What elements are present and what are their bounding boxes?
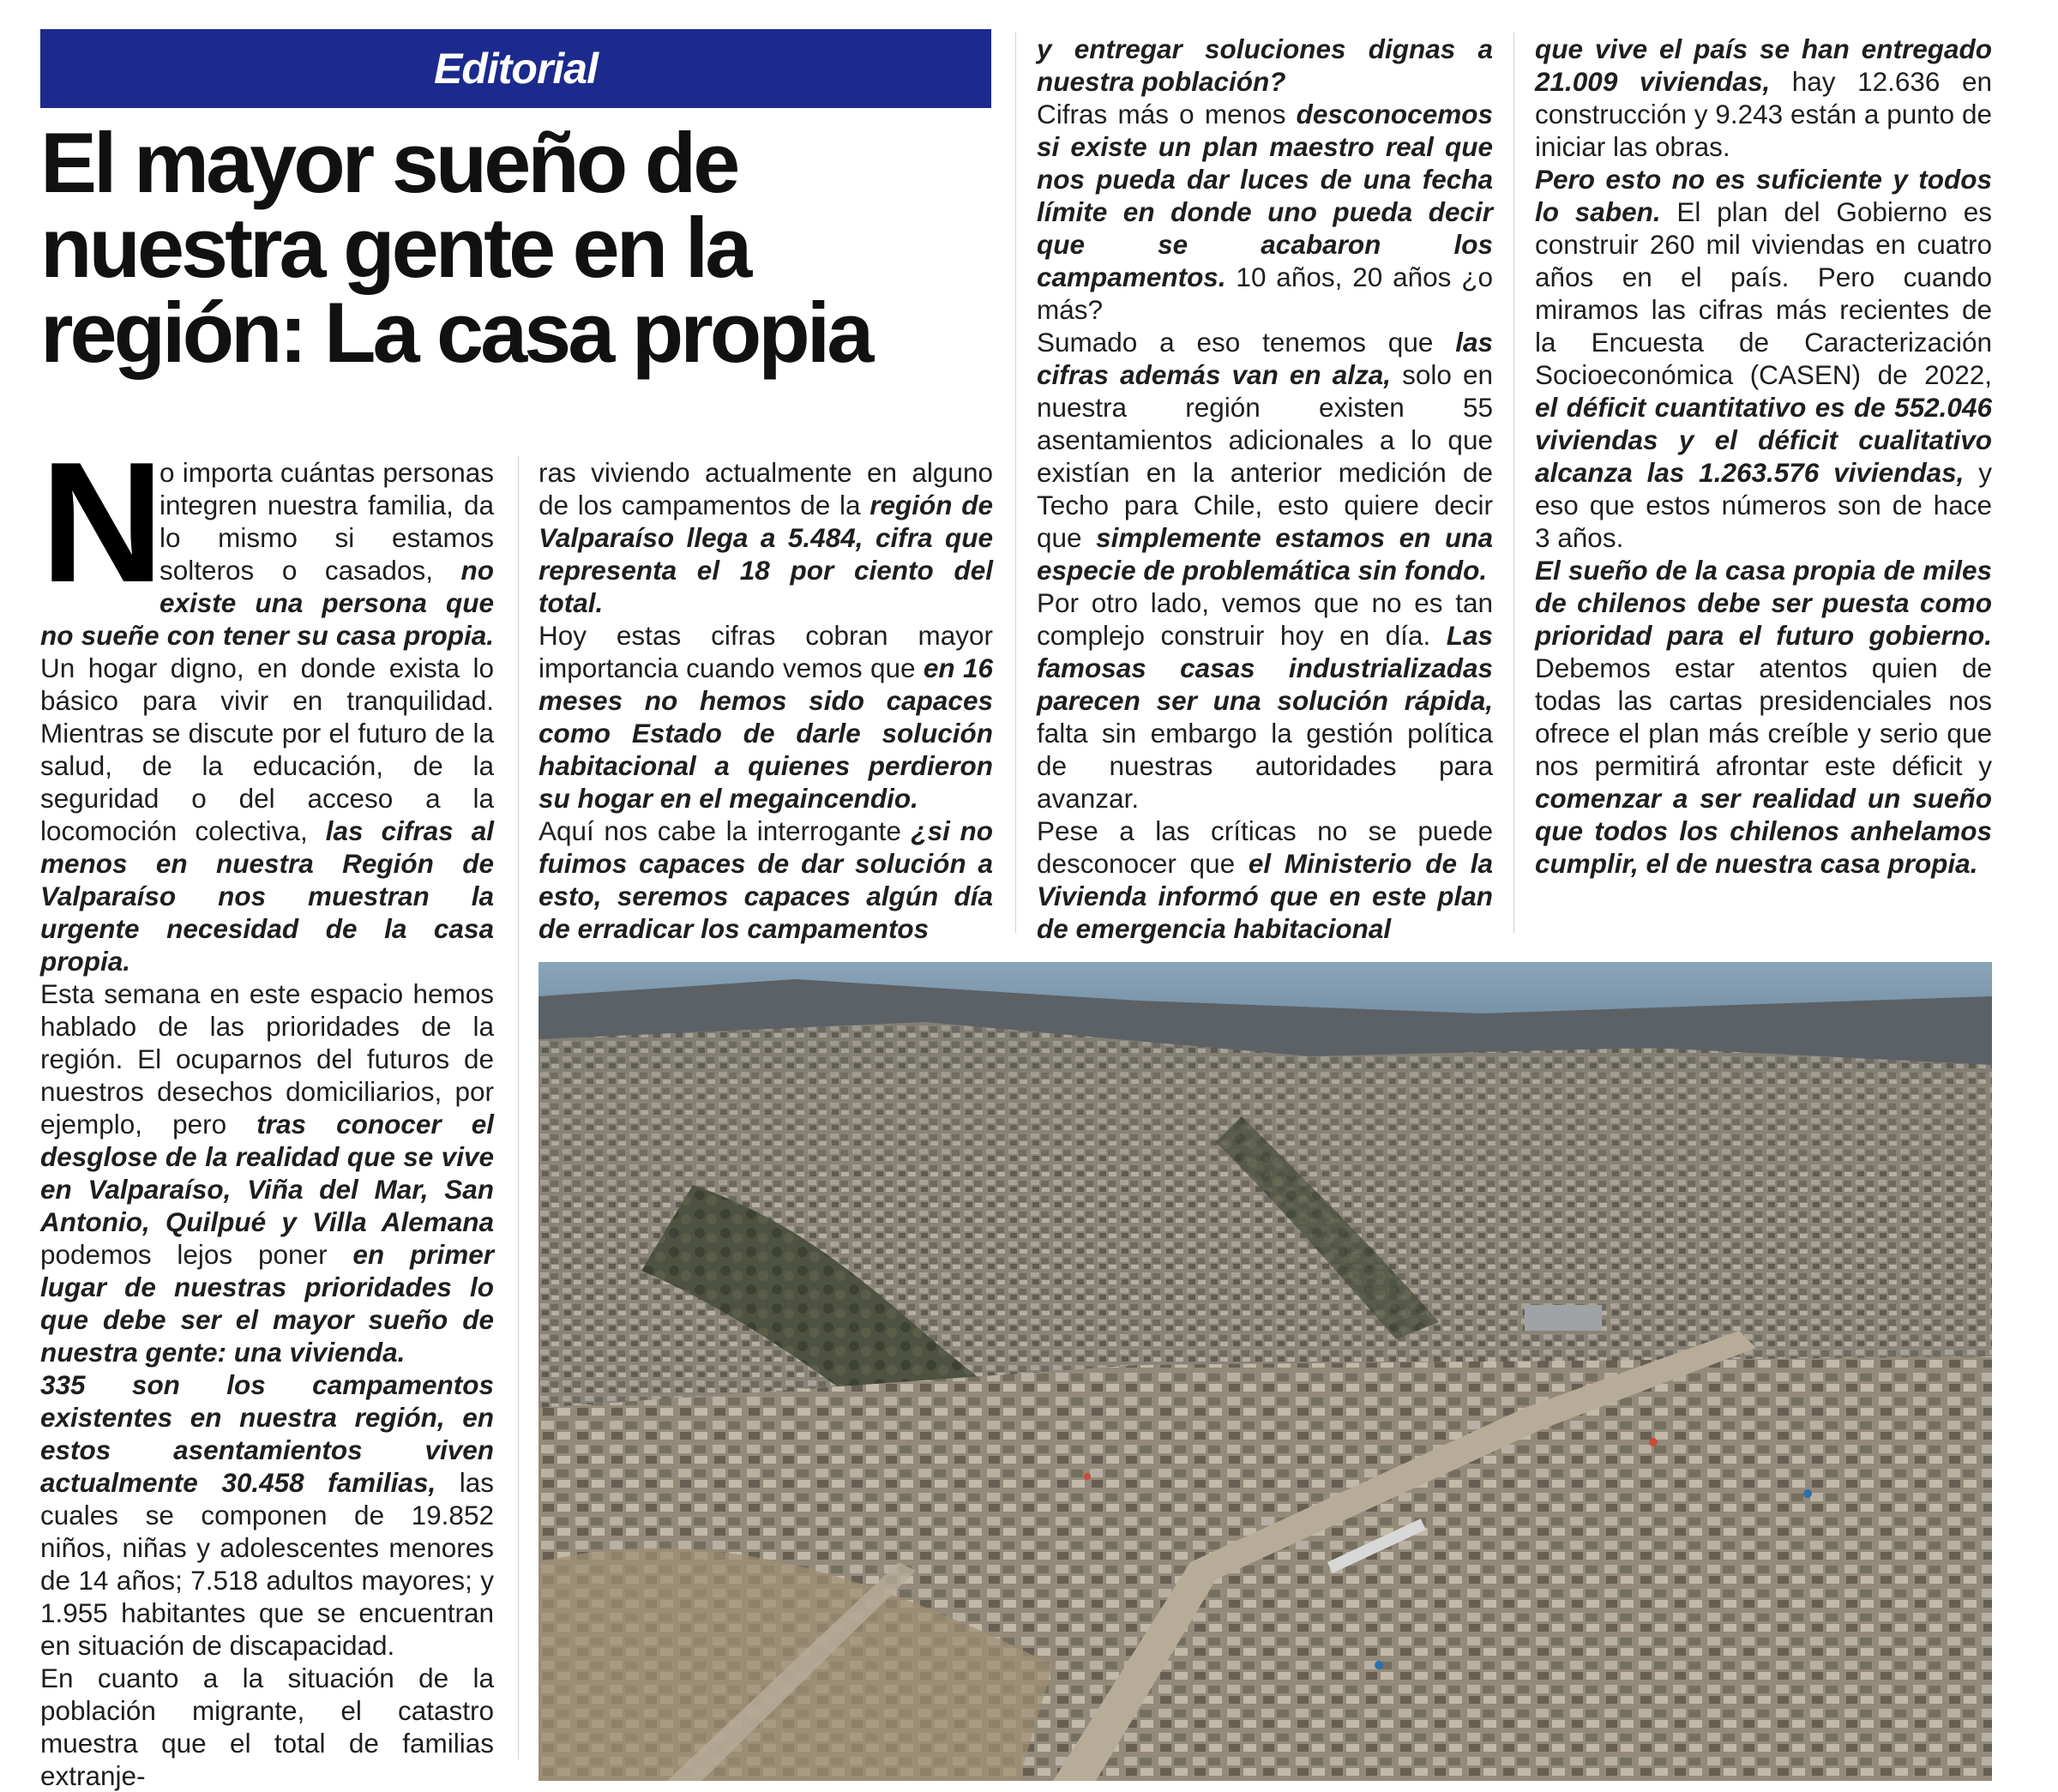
text-run: Pese a las críticas no se puede desconocer que — [1037, 815, 1493, 879]
headline: El mayor sueño de nuestra gente en la región: La casa propia — [40, 115, 871, 380]
article-paragraph — [40, 1368, 494, 1662]
bold-text-run: El sueño de la casa propia de miles de chilenos debe ser puesta como prioridad para el futuro gobierno. — [1535, 555, 1992, 651]
text-run: podemos lejos poner — [40, 1239, 353, 1270]
article-paragraph — [40, 1662, 494, 1792]
text-run: Hoy estas cifras cobran mayor importancia cuando vemos que — [539, 620, 993, 683]
bold-text-run: que vive el país se han entregado 21.009 viviendas, — [1535, 33, 1992, 97]
text-run: Por otro lado, vemos que no es tan complejo construir hoy en día. — [1037, 587, 1493, 651]
article-paragraph — [1535, 33, 1992, 163]
bold-text-run: en primer lugar de nuestras prioridades lo que debe ser el mayor sueño de nuestra gente: una vivienda. — [40, 1239, 494, 1368]
bold-text-run: ¿si no fuimos capaces de dar solución a esto, seremos capaces algún día de erradicar los campamentos — [539, 815, 993, 944]
article-paragraph — [539, 619, 993, 815]
bold-text-run: y entregar soluciones dignas a nuestra población? — [1037, 33, 1493, 97]
bold-text-run: no existe una persona que no sueñe con tener su casa propia. — [40, 555, 494, 651]
text-run: 10 años, 20 años ¿o más? — [1037, 262, 1493, 325]
column-divider — [1015, 33, 1016, 933]
article-column-1 — [40, 427, 495, 1792]
text-run: En cuanto a la situación de la población migrante, el catastro muestra que el total de familias extranje- — [40, 1663, 494, 1791]
bold-text-run: el déficit cuantitativo es de 552.046 viviendas y el déficit cualitativo alcanza las 1.263.576 viviendas, — [1535, 392, 1992, 488]
bold-text-run: en 16 meses no hemos sido capaces como Estado de darle solución habitacional a quienes perdieron su hogar en el megaincendio. — [539, 652, 993, 814]
text-run: hay 12.636 en construcción y 9.243 están a punto de iniciar las obras. — [1535, 66, 1992, 162]
text-run: Esta semana en este espacio hemos hablado de las prioridades de la región. El ocuparnos del futuros de nuestros desechos domiciliarios, por ejemplo, pero — [40, 978, 494, 1140]
text-run: o importa cuántas personas integren nuestra familia, da lo mismo si estamos solteros o casados, — [159, 457, 494, 586]
article-paragraph — [539, 815, 993, 945]
drop-cap: N — [40, 427, 159, 618]
text-run: Debemos estar atentos quien de todas las cartas presidenciales nos ofrece el plan más creíble y serio que nos permitirá afrontar este déficit y — [1535, 652, 1992, 781]
article-paragraph — [1535, 163, 1992, 554]
bold-text-run: Pero esto no es suficiente y todos lo saben. — [1535, 164, 1992, 227]
section-label: Editorial — [40, 29, 991, 108]
aerial-photo-illustration — [539, 962, 1992, 1781]
bold-text-run: desconocemos si existe un plan maestro real que nos pueda dar luces de una fecha límite en donde uno pueda decir que se acabaron los campamentos. — [1037, 99, 1493, 292]
bold-text-run: las cifras al menos en nuestra Región de Valparaíso nos muestran la urgente necesidad de la casa propia. — [40, 815, 495, 977]
column-body — [1535, 33, 1992, 880]
article-paragraph — [1037, 586, 1493, 815]
bold-text-run: las cifras además van en alza, — [1037, 327, 1493, 390]
article-paragraph — [1037, 98, 1493, 326]
column-body — [539, 456, 993, 945]
bold-text-run: 335 son los campamentos existentes en nuestra región, en estos asentamientos viven actualmente 30.458 familias, — [40, 1369, 494, 1498]
text-run: falta sin embargo la gestión política de nuestras autoridades para avanzar. — [1037, 718, 1493, 814]
bold-text-run: simplemente estamos en una especie de problemática sin fondo. — [1037, 522, 1494, 586]
article-paragraph — [1037, 815, 1493, 945]
article-paragraph — [40, 977, 494, 1368]
bold-text-run: región de Valparaíso llega a 5.484, cifra que representa el 18 por ciento del total. — [539, 490, 994, 618]
text-run: Sumado a eso tenemos que — [1037, 327, 1456, 358]
bold-text-run: comenzar a ser realidad un sueño que todos los chilenos anhelamos cumplir, el de nuestra casa propia. — [1535, 783, 1992, 879]
article-column-2 — [539, 456, 993, 945]
bold-text-run: el Ministerio de la Vivienda informó que en este plan de emergencia habitacional — [1037, 848, 1493, 944]
text-run: Cifras más o menos — [1037, 99, 1297, 129]
aerial-photo — [539, 962, 1992, 1781]
article-paragraph — [1037, 326, 1493, 586]
article-paragraph — [539, 456, 993, 619]
article-column-3 — [1037, 33, 1493, 945]
article-paragraph — [1037, 33, 1493, 98]
text-run: las cuales se componen de 19.852 niños, niñas y adolescentes menores de 14 años; 7.518 adultos mayores; y 1.955 habitantes que se encuentran en situación de discapacidad. — [40, 1467, 494, 1661]
text-run: y eso que estos números son de hace 3 años. — [1535, 457, 1992, 553]
bold-text-run: Las famosas casas industrializadas parecen ser una solución rápida, — [1037, 620, 1493, 716]
text-run: Un hogar digno, en donde exista lo básico para vivir en tranquilidad. Mientras se discute por el futuro de la salud, de la educación, de la seguridad o del acceso a la locomoción colectiva, — [40, 652, 494, 846]
article-paragraph — [1535, 554, 1992, 880]
text-run: Aquí nos cabe la interrogante — [539, 815, 912, 846]
bold-text-run: tras conocer el desglose de la realidad que se vive en Valparaíso, Viña del Mar, San Antonio, Quilpué y Villa Alemana — [40, 1109, 494, 1237]
column-body — [40, 427, 495, 1792]
column-divider — [1513, 33, 1514, 933]
text-run: ras viviendo actualmente en alguno de los campamentos de la — [539, 457, 993, 520]
column-divider — [518, 456, 519, 1759]
text-run: solo en nuestra región existen 55 asentamientos adicionales a lo que existían en la anterior medición de Techo para Chile, esto quiere decir que — [1037, 359, 1494, 553]
article-column-4 — [1535, 33, 1992, 880]
text-run: El plan del Gobierno es construir 260 mil viviendas en cuatro años en el país. Pero cuando miramos las cifras más recientes de la Encuesta de Caracterización Socioeconómica (CASEN) de 2022, — [1535, 196, 1992, 390]
column-body — [1037, 33, 1493, 945]
